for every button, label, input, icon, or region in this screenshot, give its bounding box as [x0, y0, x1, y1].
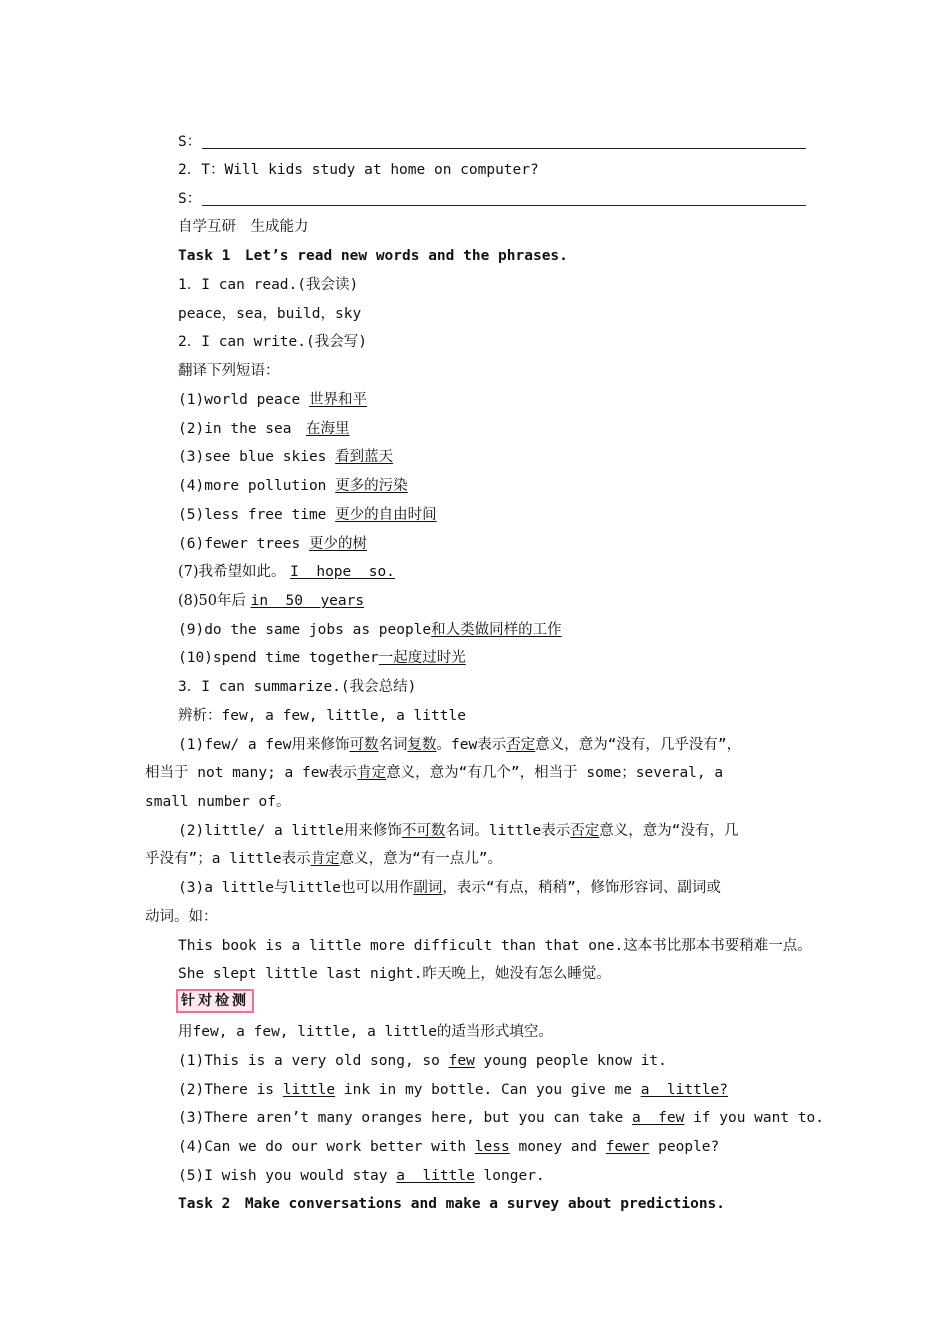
phrase-item: (2)in the sea 在海里 — [178, 421, 350, 437]
write-heading: 2．I can write.(我会写) — [178, 334, 367, 350]
phrase-answer: I hope so. — [290, 564, 395, 580]
answer-blank-line[interactable] — [202, 148, 806, 149]
phrase-item: (9)do the same jobs as people和人类做同样的工作 — [178, 622, 562, 638]
section-title: 自学互研 生成能力 — [178, 219, 309, 235]
exercise-item: (3)There aren’t many oranges here, but you can take a few if you want to. — [178, 1110, 825, 1126]
exercise-answer[interactable]: a little? — [640, 1082, 729, 1098]
phrase-answer: in 50 years — [250, 593, 365, 609]
task1-title: Task 1 Let’s read new words and the phrases. — [178, 248, 568, 264]
translate-prompt: 翻译下列短语： — [178, 363, 280, 379]
phrase-answer: 和人类做同样的工作 — [431, 622, 562, 638]
exercise-item: (5)I wish you would stay a little longer. — [178, 1168, 545, 1184]
rule3-line1: (3)a little与little也可以用作副词，表示“有点，稍稍”，修饰形容词、副词或 — [178, 880, 721, 896]
rule2-line1: (2)little/ a little用来修饰不可数名词。little表示否定意义，意为“没有，几 — [178, 823, 739, 839]
phrase-item: (8)50年后 in 50 years — [178, 593, 365, 609]
summarize-heading: 3．I can summarize.(我会总结) — [178, 679, 417, 695]
phrase-item: (7)我希望如此。 I hope so. — [178, 564, 395, 580]
distinguish-line: 辨析：few, a few, little, a little — [178, 708, 466, 724]
phrase-answer: 更少的自由时间 — [335, 507, 437, 523]
rule2-line2: 乎没有”；a little表示肯定意义，意为“有一点儿”。 — [145, 851, 503, 867]
exercise-answer[interactable]: a little — [396, 1168, 475, 1184]
exercise-item: (1)This is a very old song, so few young people know it. — [178, 1053, 667, 1069]
phrase-item: (4)more pollution 更多的污染 — [178, 478, 408, 494]
phrase-item: (1)world peace 世界和平 — [178, 392, 367, 408]
exercise-answer[interactable]: few — [448, 1053, 475, 1069]
exercise-answer[interactable]: less — [474, 1139, 510, 1155]
phrase-answer: 更少的树 — [308, 536, 367, 552]
task2-title: Task 2 Make conversations and make a survey about predictions. — [178, 1196, 726, 1212]
exercise-item: (4)Can we do our work better with less money and fewer people? — [178, 1139, 720, 1155]
phrase-answer: 一起度过时光 — [378, 650, 466, 666]
question-2: 2．T：Will kids study at home on computer? — [178, 162, 539, 178]
phrase-item: (6)fewer trees 更少的树 — [178, 536, 367, 552]
exercise-answer[interactable]: little — [282, 1082, 336, 1098]
exercise-prompt: 用few, a few, little, a little的适当形式填空。 — [178, 1024, 553, 1040]
practice-badge: 针对检测 — [176, 989, 254, 1013]
rule1-line1: (1)few/ a few用来修饰可数名词复数。few表示否定意义，意为“没有，几乎没有”， — [178, 737, 742, 753]
phrase-item: (3)see blue skies 看到蓝天 — [178, 449, 394, 465]
answer-label-s1: S： — [178, 134, 202, 150]
phrase-answer: 世界和平 — [308, 392, 367, 408]
answer-label-s2: S： — [178, 191, 202, 207]
phrase-answer: 在海里 — [306, 421, 350, 437]
exercise-item: (2)There is little ink in my bottle. Can you give me a little? — [178, 1082, 729, 1098]
rule1-line2: 相当于 not many; a few表示肯定意义，意为“有几个”，相当于 some；several, a — [145, 765, 724, 781]
exercise-answer[interactable]: a few — [631, 1110, 685, 1126]
phrase-item: (5)less free time 更少的自由时间 — [178, 507, 437, 523]
rule1-line3: small number of。 — [145, 794, 291, 810]
word-list: peace，sea，build，sky — [178, 306, 362, 322]
phrase-answer: 更多的污染 — [335, 478, 408, 494]
example-sentence-1: This book is a little more difficult than that one.这本书比那本书要稍难一点。 — [178, 938, 812, 954]
rule3-line2: 动词。如： — [145, 909, 218, 925]
answer-blank-line[interactable] — [202, 205, 806, 206]
read-heading: 1．I can read.(我会读) — [178, 277, 359, 293]
example-sentence-2: She slept little last night.昨天晚上，她没有怎么睡觉。 — [178, 966, 611, 982]
phrase-item: (10)spend time together一起度过时光 — [178, 650, 466, 666]
phrase-answer: 看到蓝天 — [335, 449, 394, 465]
exercise-answer[interactable]: fewer — [605, 1139, 650, 1155]
